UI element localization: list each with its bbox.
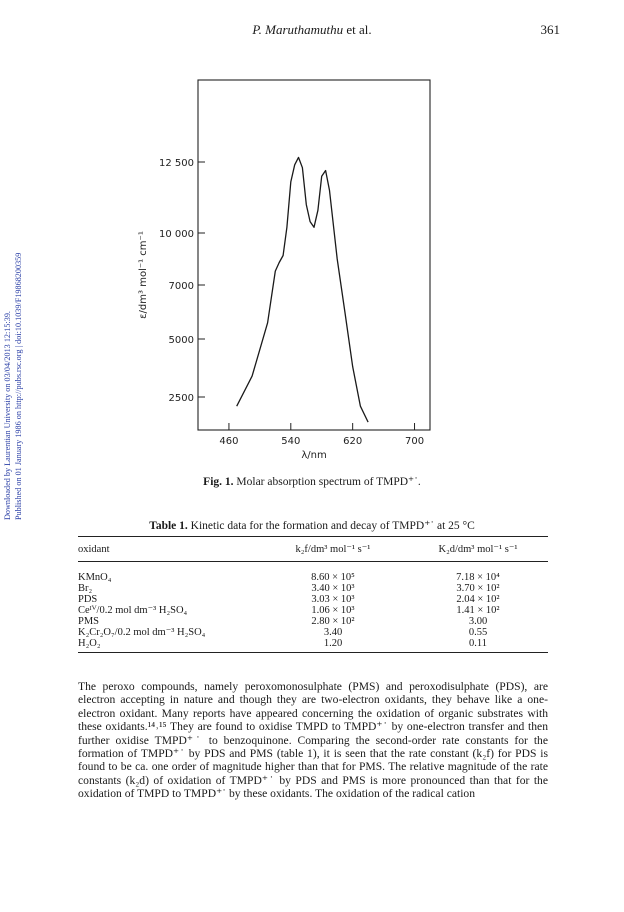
y-axis-label: ε/dm³ mol⁻¹ cm⁻¹ bbox=[138, 231, 149, 319]
cell-oxidant: K₂Cr₂O₇/0.2 mol dm⁻³ H₂SO₄ bbox=[78, 627, 206, 638]
running-header bbox=[0, 22, 624, 38]
cell-k2f: 3.03 × 10³ bbox=[311, 594, 355, 605]
spectrum-line bbox=[237, 157, 368, 422]
cell-k2d: 3.00 bbox=[468, 616, 488, 627]
plot-frame bbox=[198, 80, 430, 430]
table-caption bbox=[0, 518, 624, 532]
table-row bbox=[78, 616, 548, 627]
y-tick-label: 12 500 bbox=[159, 158, 194, 169]
x-tick-label: 700 bbox=[404, 436, 425, 447]
table-row bbox=[78, 605, 548, 616]
header-author: P. Maruthamuthu bbox=[252, 22, 344, 37]
table-row bbox=[78, 594, 548, 605]
cell-k2f: 1.06 × 10³ bbox=[311, 605, 355, 616]
cell-oxidant: H₂O₂ bbox=[78, 638, 101, 649]
y-tick-label: 10 000 bbox=[159, 229, 194, 240]
body-paragraph: The peroxo compounds, namely peroxomonosulphate (PMS) and peroxodisulphate (PDS), are electron accepting in nature and though they are two-electron oxidants, they behave like a one-electron oxidant. Many reports have appeared concerning the oxidation of organic substrates with these oxidants.¹⁴˒¹⁵ They are found to oxidise TMPD to TMPD⁺˙ by one-electron transfer and then further oxidise TMPD⁺˙ to benzoquinone. Comparing the second-order rate constants for the formation of TMPD⁺˙ by PDS and PMS (table 1), it is seen that the rate constant (k₂f) for PDS is found to be ca. one order of magnitude higher than that for PMS. The relative magnitude of the rate constants (k₂d) of oxidation of TMPD⁺˙ by PDS and PMS is more pronounced than that for the oxidation of TMPD to TMPD⁺˙ by these oxidants. The oxidation of the radical cation bbox=[78, 680, 548, 801]
figure-caption-label: Fig. 1. bbox=[203, 476, 234, 488]
cell-oxidant: PDS bbox=[78, 594, 98, 605]
header-etal: et al. bbox=[343, 22, 372, 37]
table-row bbox=[78, 583, 548, 594]
page-number: 361 bbox=[540, 22, 560, 37]
publish-line: Published on 01 January 1986 on http://pubs.rsc.org | doi:10.1039/F19868200359 bbox=[14, 252, 23, 520]
cell-k2f: 1.20 bbox=[323, 638, 343, 649]
cell-k2d: 2.04 × 10² bbox=[456, 594, 500, 605]
x-tick-label: 540 bbox=[281, 436, 301, 447]
kinetic-data-table bbox=[78, 536, 548, 653]
y-tick-label: 5000 bbox=[168, 335, 194, 346]
x-axis-label: λ/nm bbox=[301, 450, 327, 460]
cell-k2d: 0.11 bbox=[469, 638, 487, 649]
table-row bbox=[78, 638, 548, 653]
table-row bbox=[78, 562, 548, 584]
cell-k2f: 2.80 × 10² bbox=[311, 616, 355, 627]
table-caption-text: Kinetic data for the formation and decay of TMPD⁺˙ at 25 °C bbox=[187, 520, 475, 532]
chart-svg bbox=[120, 60, 460, 460]
cell-oxidant: Ceᴵⱽ/0.2 mol dm⁻³ H₂SO₄ bbox=[78, 605, 188, 616]
cell-oxidant: Br₂ bbox=[78, 583, 93, 594]
cell-k2d: 1.41 × 10² bbox=[456, 605, 500, 616]
y-tick-label: 2500 bbox=[168, 393, 194, 404]
header-k2f: k₂f/dm³ mol⁻¹ s⁻¹ bbox=[295, 544, 371, 555]
y-tick-label: 7000 bbox=[168, 281, 194, 292]
x-tick-label: 620 bbox=[343, 436, 363, 447]
data-table bbox=[78, 536, 548, 653]
cell-k2f: 3.40 × 10³ bbox=[311, 583, 355, 594]
cell-k2f: 8.60 × 10⁵ bbox=[311, 572, 355, 583]
header-k2d: K₂d/dm³ mol⁻¹ s⁻¹ bbox=[438, 544, 518, 555]
cell-oxidant: KMnO₄ bbox=[78, 572, 112, 583]
cell-oxidant: PMS bbox=[78, 616, 100, 627]
figure-caption-text: Molar absorption spectrum of TMPD⁺˙. bbox=[233, 476, 421, 488]
download-watermark[interactable] bbox=[2, 140, 24, 520]
table-row bbox=[78, 627, 548, 638]
cell-k2d: 0.55 bbox=[468, 627, 488, 638]
download-line: Downloaded by Laurentian University on 03/04/2013 12:15:39. bbox=[3, 311, 12, 520]
x-tick-label: 460 bbox=[219, 436, 239, 447]
cell-k2f: 3.40 bbox=[323, 627, 343, 638]
table-header-row bbox=[78, 537, 548, 562]
figure-caption bbox=[0, 474, 624, 488]
table-caption-label: Table 1. bbox=[149, 520, 188, 532]
cell-k2d: 3.70 × 10² bbox=[456, 583, 500, 594]
cell-k2d: 7.18 × 10⁴ bbox=[456, 572, 500, 583]
header-oxidant: oxidant bbox=[78, 543, 110, 555]
absorption-spectrum-chart bbox=[120, 60, 460, 465]
